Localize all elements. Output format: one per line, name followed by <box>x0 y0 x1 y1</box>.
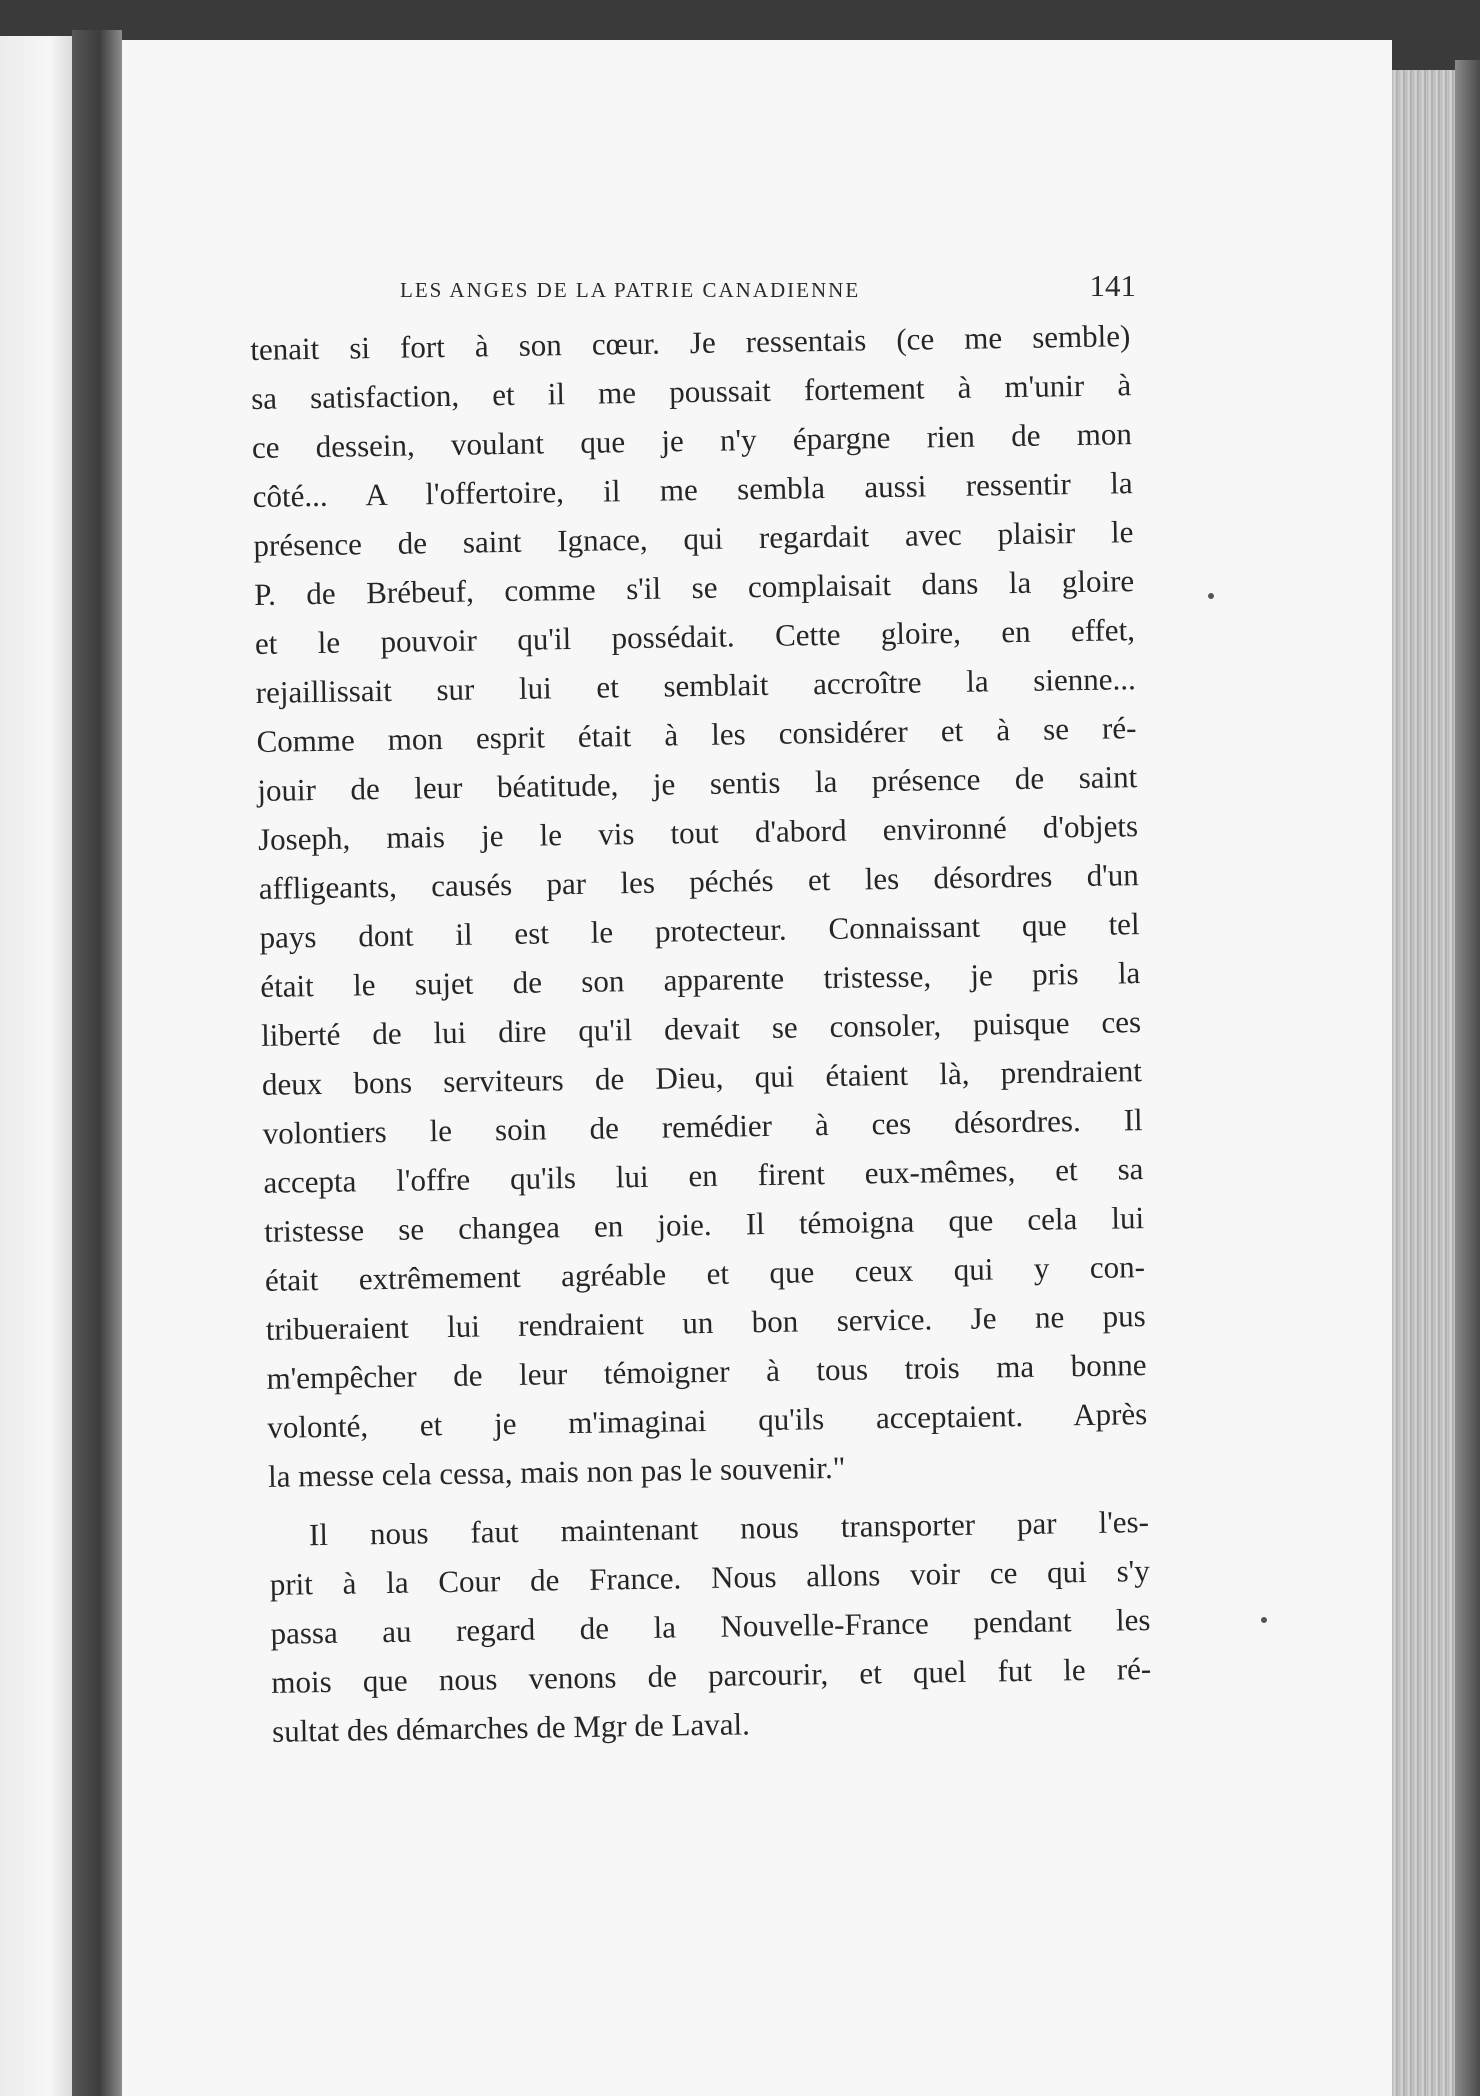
page-stack-shadow <box>1455 60 1480 2096</box>
scan-speck <box>1208 593 1214 599</box>
text-line: présence de saint Ignace, qui regardait avec plaisir le <box>253 514 1134 563</box>
running-head: LES ANGES DE LA PATRIE CANADIENNE <box>400 278 861 302</box>
text-line: prit à la Cour de France. Nous allons voir ce qui s'y <box>269 1553 1150 1602</box>
text-line: Comme mon esprit était à les considérer et à se ré- <box>256 710 1137 759</box>
text-line: tribueraient lui rendraient un bon service. Je ne pus <box>265 1298 1146 1347</box>
text-line: Joseph, mais je le vis tout d'abord environné d'objets <box>257 808 1139 857</box>
text-line: pays dont il est le protecteur. Connaissant que tel <box>259 906 1140 955</box>
text-line: m'empêcher de leur témoigner à tous trois ma bonne <box>266 1347 1147 1396</box>
scan-speck <box>1261 1617 1267 1623</box>
text-line: volonté, et je m'imaginai qu'ils acceptaient. Après <box>267 1396 1148 1445</box>
text-line: affligeants, causés par les péchés et les désordres d'un <box>258 857 1140 906</box>
text-line: accepta l'offre qu'ils lui en firent eux-mêmes, et sa <box>263 1151 1144 1200</box>
text-line: tristesse se changea en joie. Il témoigna que cela lui <box>263 1200 1145 1249</box>
text-line: P. de Brébeuf, comme s'il se complaisait dans la gloire <box>253 563 1135 612</box>
page-header <box>400 268 1136 312</box>
text-line: rejaillissait sur lui et semblait accroître la sienne... <box>255 661 1136 710</box>
page-number: 141 <box>1089 268 1136 303</box>
body-text <box>250 311 1152 1756</box>
text-line: deux bons serviteurs de Dieu, qui étaient là, prendraient <box>261 1053 1143 1102</box>
text-line: était extrêmement agréable et que ceux qui y con- <box>264 1249 1146 1298</box>
facing-page-edge <box>0 36 72 2096</box>
text-line: sa satisfaction, et il me poussait fortement à m'unir à <box>250 367 1132 416</box>
book-gutter-shadow <box>72 30 122 2096</box>
text-line: liberté de lui dire qu'il devait se consoler, puisque ces <box>260 1004 1142 1053</box>
text-line: était le sujet de son apparente tristesse, je pris la <box>260 955 1141 1004</box>
text-line: Il nous faut maintenant nous transporter par l'es- <box>308 1504 1150 1553</box>
text-line: la messe cela cessa, mais non pas le souvenir." <box>267 1449 846 1494</box>
text-line: côté... A l'offertoire, il me sembla aussi ressentir la <box>252 465 1133 514</box>
text-line: tenait si fort à son cœur. Je ressentais (ce me semble) <box>250 318 1131 367</box>
text-line: volontiers le soin de remédier à ces désordres. Il <box>262 1102 1143 1151</box>
paragraph <box>269 1497 1153 1756</box>
text-line: mois que nous venons de parcourir, et quel fut le ré- <box>271 1651 1152 1700</box>
text-line: sultat des démarches de Mgr de Laval. <box>271 1706 751 1749</box>
text-line: jouir de leur béatitude, je sentis la présence de saint <box>257 759 1138 808</box>
text-line: ce dessein, voulant que je n'y épargne rien de mon <box>251 416 1133 465</box>
text-line: passa au regard de la Nouvelle-France pendant les <box>270 1602 1151 1651</box>
paragraph <box>250 311 1148 1501</box>
text-line: et le pouvoir qu'il possédait. Cette gloire, en effet, <box>254 612 1136 661</box>
